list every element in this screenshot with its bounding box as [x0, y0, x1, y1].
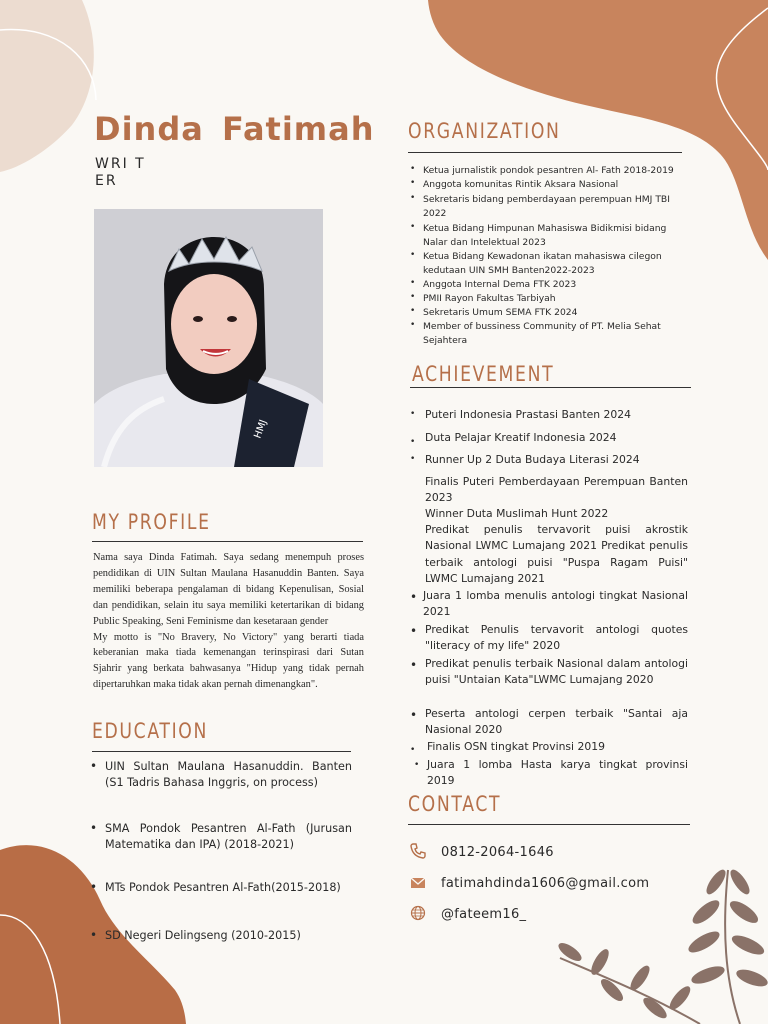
bullet-icon: • — [90, 880, 98, 894]
list-item: • Sekretaris bidang pemberdayaan perempuan HMJ TBI 2022 — [410, 193, 670, 219]
list-item: • Ketua jurnalistik pondok pesantren Al- Fath 2018-2019 — [410, 164, 674, 176]
achievement-divider — [410, 387, 691, 388]
education-divider — [92, 751, 351, 752]
bullet-icon: • — [410, 624, 418, 638]
list-item: • Member of bussiness Community of PT. Melia Sehat Sejahtera — [410, 320, 661, 346]
portrait-photo — [94, 209, 323, 467]
organization-heading: ORGANIZATION — [408, 119, 561, 143]
bullet-icon: • — [410, 278, 416, 288]
leaf-branch-icon — [556, 868, 768, 1024]
profile-divider — [92, 541, 363, 542]
bullet-icon: • — [414, 760, 420, 770]
list-item: • Anggota komunitas Rintik Aksara Nasional — [410, 178, 619, 190]
globe-icon — [410, 905, 426, 921]
profile-paragraph-2: My motto is "No Bravery, No Victory" yang berarti tiada keberanian maka tiada kemenangan terinspirasi dari Sutan Sjahrir yang berkata bahwasanya "Hidup yang tidak pernah dipertaruhkan maka tidak akan pernah dimenangkan". — [93, 631, 364, 691]
list-item: • Ketua Bidang Himpunan Mahasiswa Bidikmisi bidang Nalar dan Intelektual 2023 — [410, 222, 667, 248]
contact-divider — [408, 824, 690, 825]
bullet-icon: • — [90, 821, 98, 835]
list-item: • MTs Pondok Pesantren Al-Fath(2015-2018) — [90, 880, 341, 894]
bullet-icon: • — [410, 164, 416, 174]
list-item: • SMA Pondok Pesantren Al-Fath (Jurusan Matematika dan IPA) (2018-2021) — [90, 821, 352, 851]
list-item: • Finalis OSN tingkat Provinsi 2019 — [410, 739, 688, 755]
list-item: Winner Duta Muslimah Hunt 2022 — [425, 507, 609, 520]
bullet-icon: • — [90, 928, 98, 942]
bullet-icon: • — [410, 222, 416, 232]
bullet-icon: • — [410, 454, 416, 464]
social-handle: @fateem16_ — [441, 907, 527, 922]
bullet-icon: • — [410, 178, 416, 188]
bullet-icon: • — [410, 306, 416, 316]
education-heading: EDUCATION — [92, 719, 209, 743]
list-item: • Runner Up 2 Duta Budaya Literasi 2024 — [410, 453, 640, 466]
profile-paragraph-1: Nama saya Dinda Fatimah. Saya sedang menempuh proses pendidikan di UIN Sultan Maulana Hasanuddin Banten. Saya memiliki beberapa pengalaman di bidang Kepenulisan, Sosial dan pendidikan, selain itu saya memiliki ketertarikan di bidang Public Speaking, Seni Feminisme dan kesetaraan gender — [93, 552, 364, 627]
list-item: • PMII Rayon Fakultas Tarbiyah — [410, 292, 556, 304]
bullet-icon: • — [410, 193, 416, 203]
organization-divider — [408, 152, 682, 153]
person-name: Dinda Fatimah — [94, 110, 375, 148]
list-item: • Anggota Internal Dema FTK 2023 — [410, 278, 577, 290]
bullet-icon: • — [410, 590, 418, 604]
list-item: • Sekretaris Umum SEMA FTK 2024 — [410, 306, 578, 318]
phone-icon — [410, 843, 426, 859]
list-item: Predikat penulis tervavorit puisi akrostik Nasional LWMC Lumajang 2021 Predikat penulis terbaik antologi puisi "Puspa Ragam Puisi" LWMC Lumajang 2021 — [425, 523, 688, 586]
list-item: • Juara 1 lomba menulis antologi tingkat Nasional 2021 — [410, 589, 688, 619]
contact-heading: CONTACT — [408, 792, 502, 816]
list-item: Finalis Puteri Pemberdayaan Perempuan Banten 2023 — [425, 475, 688, 505]
bullet-icon: • — [410, 745, 416, 755]
list-item: • Duta Pelajar Kreatif Indonesia 2024 — [410, 430, 688, 446]
achievement-heading: ACHIEVEMENT — [412, 362, 555, 386]
email-address: fatimahdinda1606@gmail.com — [441, 876, 650, 891]
bullet-icon: • — [410, 658, 418, 672]
bullet-icon: • — [90, 759, 98, 773]
bullet-icon: • — [410, 437, 416, 447]
list-item: • UIN Sultan Maulana Hasanuddin. Banten (S1 Tadris Bahasa Inggris, on process) — [90, 759, 352, 789]
list-item: • Predikat penulis terbaik Nasional dalam antologi puisi "Untaian Kata"LWMC Lumajang 2020 — [410, 657, 688, 687]
job-title: WRI T ER — [95, 156, 146, 189]
bullet-icon: • — [410, 292, 416, 302]
bullet-icon: • — [410, 320, 416, 330]
list-item: • Ketua Bidang Kewadonan ikatan mahasiswa cilegon kedutaan UIN SMH Banten2022-2023 — [410, 250, 662, 276]
list-item: • Predikat Penulis tervavorit antologi quotes "literacy of my life" 2020 — [410, 623, 688, 653]
profile-heading: MY PROFILE — [92, 510, 211, 534]
mail-icon — [410, 874, 426, 890]
list-item: • Puteri Indonesia Prastasi Banten 2024 — [410, 408, 631, 421]
list-item: • Juara 1 lomba Hasta karya tingkat provinsi 2019 — [414, 758, 688, 788]
list-item: • Peserta antologi cerpen terbaik "Santai aja Nasional 2020 — [410, 707, 688, 737]
svg-text:HMJ: HMJ — [252, 418, 270, 441]
bullet-icon: • — [410, 250, 416, 260]
bullet-icon: • — [410, 708, 418, 722]
phone-number: 0812-2064-1646 — [441, 845, 554, 860]
list-item: • SD Negeri Delingseng (2010-2015) — [90, 928, 301, 942]
bullet-icon: • — [410, 409, 416, 419]
profile-text — [93, 550, 364, 693]
